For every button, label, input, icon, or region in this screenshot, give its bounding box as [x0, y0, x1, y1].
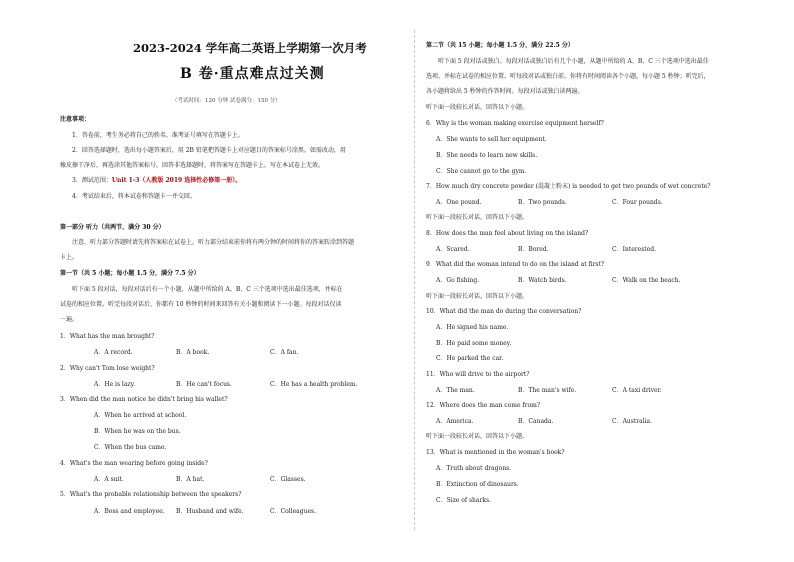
notice-2b: 橡皮擦干净后，再选涂其他答案标号。回答非选择题时，将答案写在答题卡上。写在本试卷上无效。: [60, 162, 325, 169]
listen-instruction-10: 听下面一段较长对话，回答以下小题。: [426, 293, 529, 300]
exam-subtitle: B 卷·重点难点过关测: [180, 66, 325, 82]
exam-info: （考试时间：120 分钟 试卷满分：150 分）: [172, 98, 281, 104]
question-7: 7．How much dry concrete powder (混凝土粉末) is needed to get two pounds of wet concrete?: [426, 183, 711, 190]
question-9: 9．What did the woman intend to do on the island at first?: [426, 261, 605, 268]
q9-option-c: C．Walk on the beach.: [612, 277, 681, 284]
q10-option-a: A．He signed his name.: [436, 324, 509, 331]
q8-option-b: B．Bored.: [518, 246, 549, 253]
sec2-desc-b: 选项，并标在试卷的相应位置。听每段对话或独白前，你将有时间阅读各个小题，每小题 5 秒钟；听完后，: [426, 73, 710, 80]
listen-instruction-8: 听下面一段较长对话，回答以下小题。: [426, 214, 529, 221]
q6-option-a: A．She wants to sell her equipment.: [436, 136, 547, 143]
sec2-title: 第二节（共 15 小题；每小题 1.5 分，满分 22.5 分）: [426, 42, 574, 49]
notice-3: [72, 177, 241, 184]
exam-title: 2023-2024 学年高二英语上学期第一次月考: [133, 41, 367, 55]
q12-option-b: B．Canada.: [518, 418, 554, 425]
q2-option-b: B．He can't focus.: [176, 381, 232, 388]
q1-option-c: C．A fan.: [270, 349, 299, 356]
q3-option-b: B．When he was on the bus.: [94, 428, 181, 435]
q13-option-b: B．Extinction of dinosaurs.: [436, 481, 519, 488]
question-6: 6．Why is the woman making exercise equipment herself?: [426, 120, 604, 127]
question-3: 3．When did the man notice he didn't bring his wallet?: [60, 396, 228, 403]
q7-option-a: A．One pound.: [436, 199, 482, 206]
question-13: 13．What is mentioned in the woman's book?: [426, 449, 565, 456]
q8-option-c: C．Interested.: [612, 246, 656, 253]
sec1-desc-c: 一遍。: [60, 316, 79, 323]
part1-title: 第一部分 听力（共两节，满分 30 分）: [60, 224, 165, 231]
q6-option-c: C．She cannot go to the gym.: [436, 168, 527, 175]
column-divider: [414, 30, 415, 530]
question-11: 11．Who will drive to the airport?: [426, 371, 530, 378]
q2-option-a: A．He is lazy.: [94, 381, 136, 388]
question-10: 10．What did the man do during the conversation?: [426, 308, 582, 315]
question-8: 8．How does the man feel about living on the island?: [426, 230, 589, 237]
q4-option-c: C．Glasses.: [270, 476, 306, 483]
sec2-desc-c: 各小题将给出 5 秒钟的作答时间。每段对话或独白读两遍。: [426, 88, 584, 95]
q9-option-b: B．Watch birds.: [518, 277, 567, 284]
sec1-title: 第一节（共 5 小题；每小题 1.5 分，满分 7.5 分）: [60, 270, 200, 277]
q3-option-c: C．When the bus came.: [94, 444, 167, 451]
test-range: Unit 1-3（人教版 2019 选择性必修第一册）。: [111, 177, 242, 184]
q11-option-c: C．A taxi driver.: [612, 387, 662, 394]
q7-option-b: B．Two pounds.: [518, 199, 567, 206]
q5-option-a: A．Boss and employee.: [94, 508, 165, 515]
question-12: 12．Where does the man come from?: [426, 402, 541, 409]
q12-option-c: C．Australia.: [612, 418, 653, 425]
listen-instruction-6: 听下面一段较长对话，回答以下小题。: [426, 104, 529, 111]
q4-option-a: A．A suit.: [94, 476, 124, 483]
q4-option-b: B．A hat.: [176, 476, 205, 483]
question-5: 5．What's the probable relationship between the speakers?: [60, 491, 242, 498]
sec1-desc-a: 听下面 5 段对话，每段对话后有一个小题，从题中所给的 A、B、C 三个选项中选出最佳选项，并标在: [72, 286, 343, 293]
q1-option-a: A．A record.: [94, 349, 133, 356]
sec2-desc-a: 听下面 5 段对话或独白。每段对话或独白后有几个小题，从题中所给的 A、B、C 三个选项中选出最佳: [438, 58, 709, 65]
question-2: 2．Why can't Tom lose weight?: [60, 365, 155, 372]
part1-desc-b: 卡上。: [60, 254, 79, 261]
q13-option-c: C．Size of sharks.: [436, 497, 491, 504]
q5-option-b: B．Husband and wife.: [176, 508, 244, 515]
q3-option-a: A．When he arrived at school.: [94, 412, 187, 419]
q11-option-a: A．The man.: [436, 387, 475, 394]
notice-2a: 2．回答选择题时，选出每小题答案后，用 2B 铅笔把答题卡上对应题目的答案标号涂黑。如需改动，用: [72, 147, 346, 154]
notice-header: 注意事项：: [60, 116, 91, 123]
notice-3-prefix: 3．测试范围：: [72, 177, 112, 184]
listen-instruction-13: 听下面一段较长对话，回答以下小题。: [426, 433, 529, 440]
q1-option-b: B．A book.: [176, 349, 210, 356]
q11-option-b: B．The man's wife.: [518, 387, 577, 394]
notice-4: 4．考试结束后，将本试卷和答题卡一并交回。: [72, 193, 196, 200]
q2-option-c: C．He has a health problem.: [270, 381, 358, 388]
q5-option-c: C．Colleagues.: [270, 508, 317, 515]
sec1-desc-b: 试卷的相应位置。听完每段对话后，你都有 10 秒钟的时间来回答有关小题和阅读下一小题。每段对话仅读: [60, 301, 342, 308]
q12-option-a: A．America.: [436, 418, 474, 425]
q13-option-a: A．Truth about dragons.: [436, 465, 512, 472]
question-4: 4．What's the man wearing before going inside?: [60, 460, 208, 467]
q9-option-a: A．Go fishing.: [436, 277, 480, 284]
question-1: 1．What has the man brought?: [60, 333, 155, 340]
q8-option-a: A．Scared.: [436, 246, 470, 253]
q10-option-c: C．He parked the car.: [436, 355, 504, 362]
q7-option-c: C．Four pounds.: [612, 199, 663, 206]
q6-option-b: B．She needs to learn new skills.: [436, 152, 538, 159]
part1-desc-a: 注意，听力部分答题时请先将答案标在试卷上，听力部分结束前你将有两分钟的时间将你的答案转涂到答题: [72, 239, 355, 246]
q10-option-b: B．He paid some money.: [436, 340, 512, 347]
notice-1: 1．答卷前，考生务必将自己的姓名、准考证号填写在答题卡上。: [72, 132, 244, 139]
